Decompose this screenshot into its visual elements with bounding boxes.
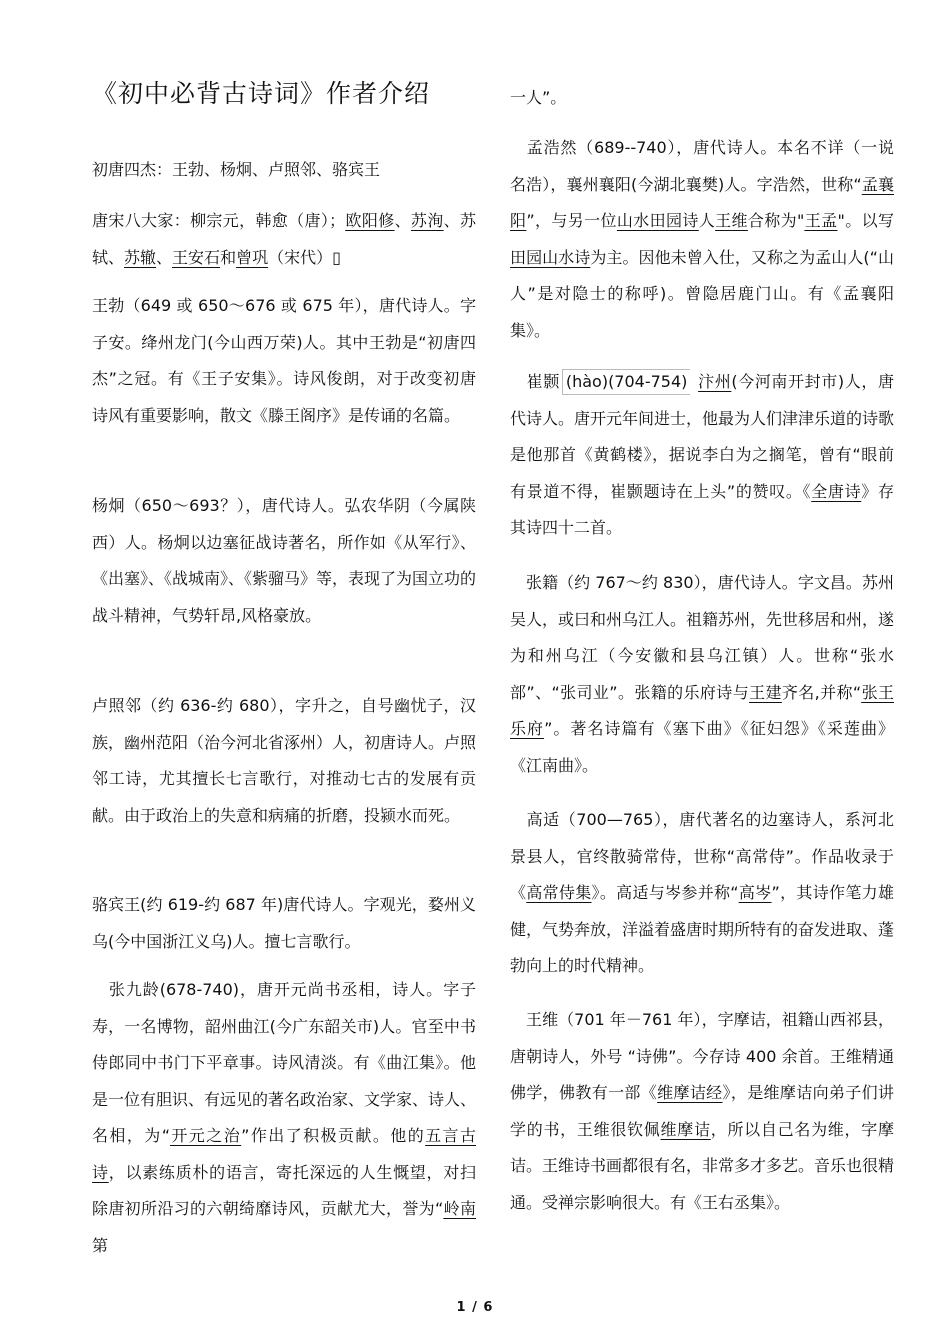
text-segment: 人 — [698, 211, 716, 230]
text-segment: 卢照邻（约 636-约 680），字升之，自号幽忧子，汉族，幽州范阳（治今河北省涿州）人，初唐诗人。卢照邻工诗，尤其擅长七言歌行，对推动七古的发展有贡献。由于政治上的失意和病痛的折磨，投颍水而死。 — [92, 696, 477, 825]
paragraph-intro-four-talents — [92, 152, 476, 189]
text-segment: 》，是维摩诘向弟子们讲学的书，王维很钦佩 — [510, 1083, 894, 1139]
underlined-term: 高岑 — [738, 883, 772, 902]
text-segment: 张九龄(678-740)，唐开元尚书丞相，诗人。字子寿，一名博物，韶州曲江(今广东韶关市)人。官至中书侍郎同中书门下平章事。诗风清淡。有《曲江集》。他是一位有胆识、有远见的著名政治家、文学家、诗人、名相，为“ — [92, 980, 477, 1145]
underlined-term: 田园山水诗 — [510, 247, 591, 267]
text-segment: "。以写 — [837, 211, 894, 230]
text-segment: 、 — [156, 247, 173, 267]
paragraph-eight-masters — [92, 203, 476, 276]
page-title: 《初中必背古诗词》作者介绍 — [92, 79, 431, 108]
paragraph-wang-bo — [92, 288, 476, 434]
text-segment: 崔颢 — [510, 372, 560, 391]
page-number: 1 / 6 — [456, 1300, 494, 1315]
underlined-term: 山水田园诗 — [616, 211, 699, 230]
underlined-term: 王建 — [749, 682, 782, 702]
paragraph-yang-jiong — [92, 488, 476, 634]
paragraph-wang-wei — [510, 1002, 894, 1221]
text-segment: 唐宋八大家：柳宗元，韩愈（唐）； — [92, 211, 346, 230]
underlined-term: 苏辙 — [124, 247, 157, 267]
paragraph-lu-zhaolin — [92, 688, 476, 834]
paragraph-meng-haoran — [510, 130, 894, 349]
text-segment: (今河南开封市)人，唐代诗人。唐开元年间进士，他最为人们津津乐道的诗歌是他那首《黄鹤楼》，据说李白为之搁笔，曾有“眼前有景道不得，崔颢题诗在上头”的赞叹。《 — [510, 372, 895, 501]
text-segment: 杨炯（650～693？），唐代诗人。弘农华阴（今属陕西）人。杨炯以边塞征战诗著名，所作如《从军行》、《出塞》、《战城南》、《紫骝马》等，表现了为国立功的战斗精神，气势轩昂,风格豪放。 — [92, 496, 477, 625]
underlined-term: 汴州 — [698, 372, 732, 391]
text-segment: 骆宾王(约 619-约 687 年)唐代诗人。字观光，婺州义乌(今中国浙江义乌)人。擅七言歌行。 — [92, 895, 476, 951]
underlined-term: 欧阳修 — [345, 211, 395, 230]
text-segment: ”作出了积极贡献。他的 — [241, 1126, 426, 1145]
text-segment: 高适（700—765），唐代著名的边塞诗人，系河北景县人，官终散骑常侍，世称“高常侍”。作品收录于《 — [510, 810, 894, 902]
underlined-term: 王维 — [715, 211, 748, 230]
underlined-term: 王安石 — [172, 247, 221, 267]
text-segment: ，所以自己名为维，字摩诘。王维诗书画都很有名，非常多才多艺。音乐也很精通。受禅宗影响很大。有《王右丞集》。 — [510, 1119, 895, 1212]
underlined-term: 五言古诗 — [92, 1126, 476, 1182]
text-segment: 齐名,并称“ — [781, 682, 862, 702]
underlined-term: 维摩诘 — [660, 1119, 711, 1139]
underlined-term: 孟襄阳 — [510, 174, 894, 230]
paragraph-zhang-jiuling — [92, 972, 476, 1264]
underlined-term: 张王乐府 — [510, 682, 894, 738]
text-segment: ，以素练质朴的语言，寄托深远的人生慨望，对扫除唐初所沿习的六朝绮靡诗风，贡献尤大，誉为“ — [92, 1162, 476, 1218]
pronunciation-box: (hào)(704-754) — [562, 369, 691, 395]
text-segment: ”。著名诗篇有《塞下曲》《征妇怨》《采莲曲》《江南曲》。 — [510, 719, 894, 775]
underlined-term: 曾巩 — [236, 247, 269, 267]
paragraph-gao-shi — [510, 802, 894, 985]
text-segment: 一人”。 — [510, 88, 567, 107]
underlined-term: 苏洵 — [410, 211, 444, 230]
text-segment: ”，其诗作笔力雄健，气势奔放，洋溢着盛唐时期所特有的奋发进取、蓬勃向上的时代精神。 — [510, 883, 895, 975]
text-segment: 王勃（649 或 650～676 或 675 年），唐代诗人。字子安。绛州龙门(今山西万荣)人。其中王勃是“初唐四杰”之冠。有《王子安集》。诗风俊朗，对于改变初唐诗风有重要影响，散文《滕王阁序》是传诵的名篇。 — [92, 296, 476, 425]
text-segment: 、 — [394, 211, 411, 230]
text-segment: ”，与另一位 — [526, 211, 617, 230]
underlined-term: 开元之治 — [170, 1126, 242, 1145]
text-segment: （宋代）▯ — [268, 247, 341, 267]
underlined-term: 维摩诘经 — [657, 1083, 723, 1102]
text-segment: 》。高适与岑参并称“ — [591, 883, 739, 902]
text-segment: 合称为" — [747, 211, 805, 230]
paragraph-continuation — [510, 80, 894, 117]
text-segment: 、苏轼、 — [92, 211, 476, 267]
text-segment: 王维（701 年－761 年），字摩诘，祖籍山西祁县，唐朝诗人，外号 “诗佛”。今存诗 400 余首。王维精通佛学，佛教有一部《 — [510, 1010, 894, 1102]
text-segment: 初唐四杰：王勃、杨炯、卢照邻、骆宾王 — [92, 160, 381, 179]
underlined-term: 高常侍集 — [526, 883, 592, 902]
underlined-term: 全唐诗 — [811, 481, 862, 501]
text-segment: 为主。因他未曾入仕，又称之为孟山人(“山人”是对隐士的称呼)。曾隐居鹿门山。有《孟襄阳集》。 — [510, 247, 894, 340]
paragraph-luo-binwang — [92, 887, 476, 960]
text-segment: 》存其诗四十二首。 — [510, 481, 894, 537]
text-segment: 和 — [220, 247, 237, 267]
text-segment: 第 — [92, 1235, 109, 1255]
underlined-term: 岭南 — [443, 1199, 476, 1218]
text-segment: 张籍（约 767～约 830），唐代诗人。字文昌。苏州吴人，或曰和州乌江人。祖籍苏州，先世移居和州，遂为和州乌江（今安徽和县乌江镇）人。世称“张水部”、“张司业”。张籍的乐府诗与 — [510, 573, 895, 702]
paragraph-cui-hao — [510, 364, 894, 547]
text-segment: 孟浩然（689--740），唐代诗人。本名不详（一说名浩），襄州襄阳(今湖北襄樊)人。字浩然，世称“ — [510, 138, 894, 194]
paragraph-zhang-ji — [510, 565, 894, 784]
underlined-term: 王孟 — [804, 211, 838, 230]
